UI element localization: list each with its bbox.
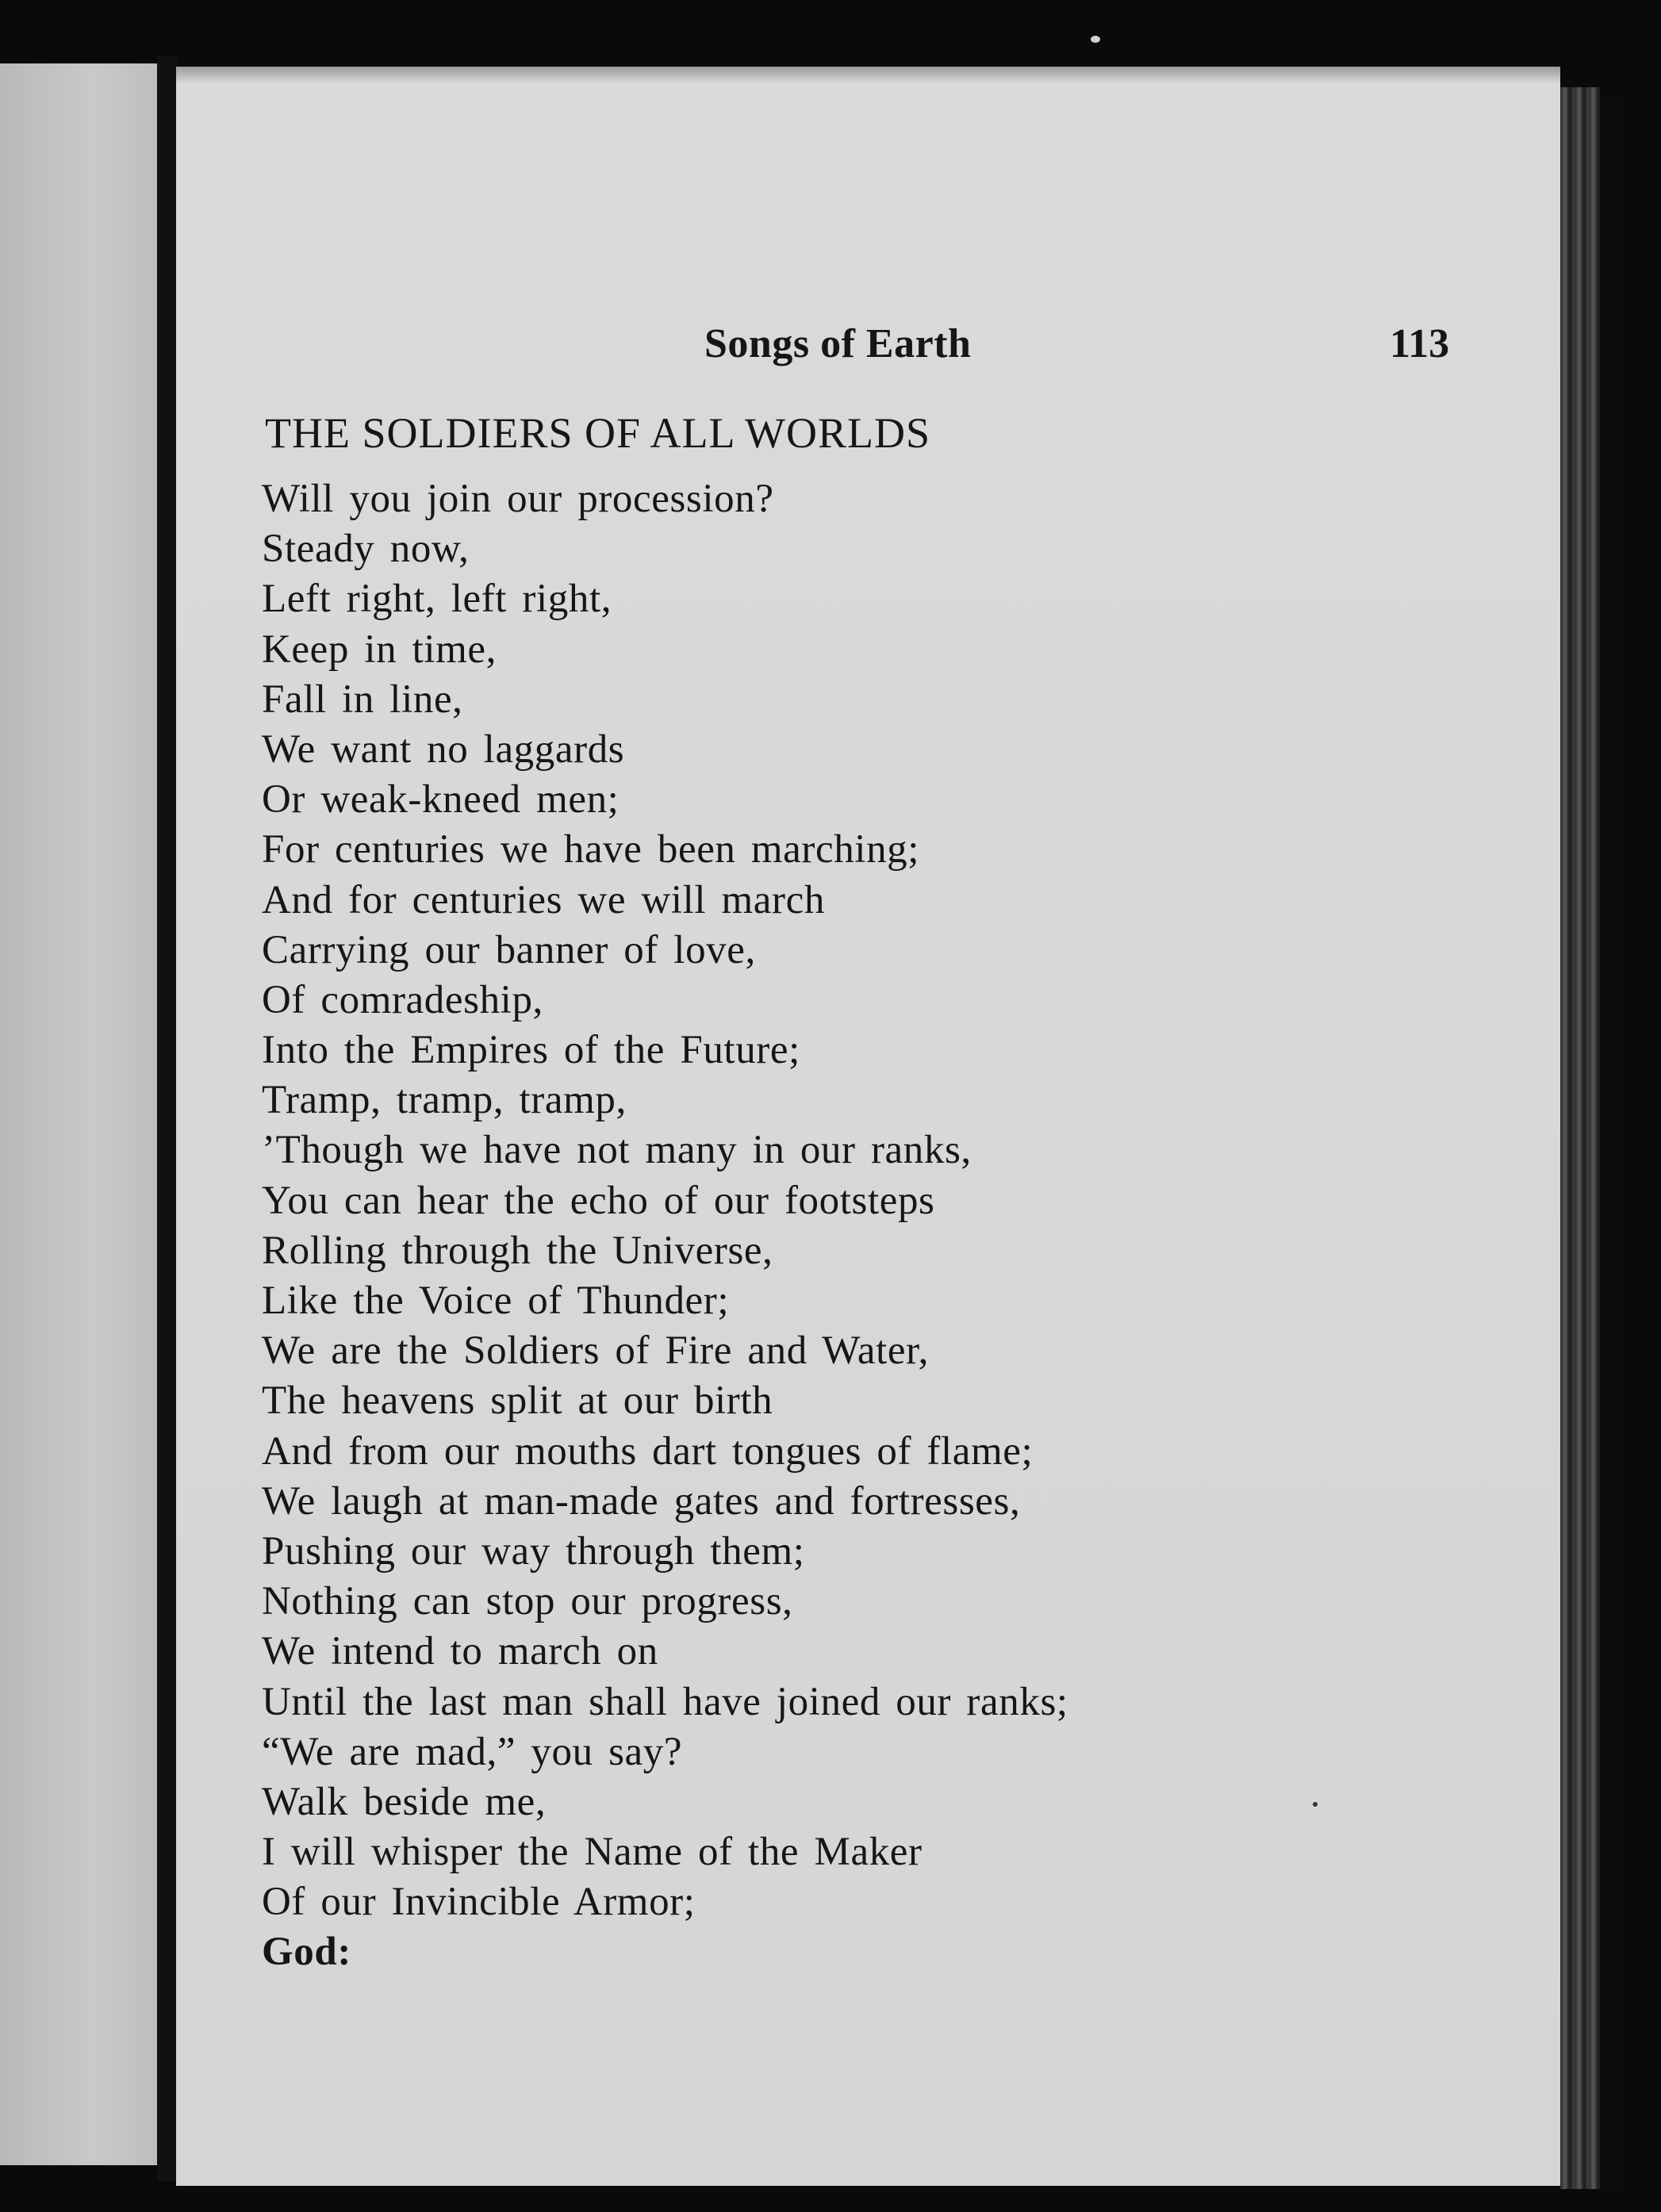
poem-line: Will you join our procession?	[262, 477, 774, 521]
poem-line: I will whisper the Name of the Maker	[262, 1830, 923, 1875]
poem-line: Nothing can stop our progress,	[262, 1579, 793, 1624]
poem-line: Of our Invincible Armor;	[262, 1880, 696, 1925]
poem-line: You can hear the echo of our footsteps	[262, 1178, 935, 1223]
poem-line: Until the last man shall have joined our ranks;	[262, 1679, 1068, 1724]
poem-line: We are the Soldiers of Fire and Water,	[262, 1328, 930, 1374]
page-right-edge	[1560, 87, 1600, 2189]
poem-line: We laugh at man-made gates and fortresses,	[262, 1478, 1021, 1524]
poem-body	[262, 474, 1068, 1978]
poem-line: Left right, left right,	[262, 577, 612, 622]
poem-line: “We are mad,” you say?	[262, 1729, 683, 1774]
scan-speck	[1313, 1802, 1318, 1807]
page-top-shadow	[176, 67, 1560, 82]
poem-line: Fall in line,	[262, 677, 463, 722]
poem-line: ’Though we have not many in our ranks,	[262, 1128, 972, 1173]
poem-line: Into the Empires of the Future;	[262, 1028, 800, 1073]
poem-line: The heavens split at our birth	[262, 1378, 773, 1424]
poem-line: Rolling through the Universe,	[262, 1228, 773, 1273]
poem-line: Pushing our way through them;	[262, 1528, 805, 1574]
poem-line: Carrying our banner of love,	[262, 927, 756, 972]
poem-line: Keep in time,	[262, 627, 497, 672]
scan-speck	[1091, 36, 1100, 43]
poem-line: And from our mouths dart tongues of flame;	[262, 1428, 1034, 1474]
poem-line: Like the Voice of Thunder;	[262, 1279, 730, 1323]
poem-line: Steady now,	[262, 527, 470, 572]
poem-line: God:	[262, 1930, 351, 1975]
poem-line: And for centuries we will march	[262, 877, 825, 922]
poem-line: We want no laggards	[262, 726, 625, 772]
poem-line: Walk beside me,	[262, 1779, 547, 1824]
scan-border-right	[1600, 95, 1624, 2189]
page-number: 113	[1390, 321, 1450, 366]
poem-title: THE SOLDIERS OF ALL WORLDS	[265, 409, 931, 457]
facing-page-edge	[0, 63, 159, 2165]
book-gutter	[157, 56, 178, 2181]
poem-line: Of comradeship,	[262, 977, 543, 1022]
running-head: Songs of Earth	[704, 321, 972, 366]
poem-line: Tramp, tramp, tramp,	[262, 1078, 627, 1123]
poem-line: For centuries we have been marching;	[262, 827, 920, 872]
poem-line: We intend to march on	[262, 1629, 658, 1674]
poem-line: Or weak-kneed men;	[262, 777, 620, 822]
